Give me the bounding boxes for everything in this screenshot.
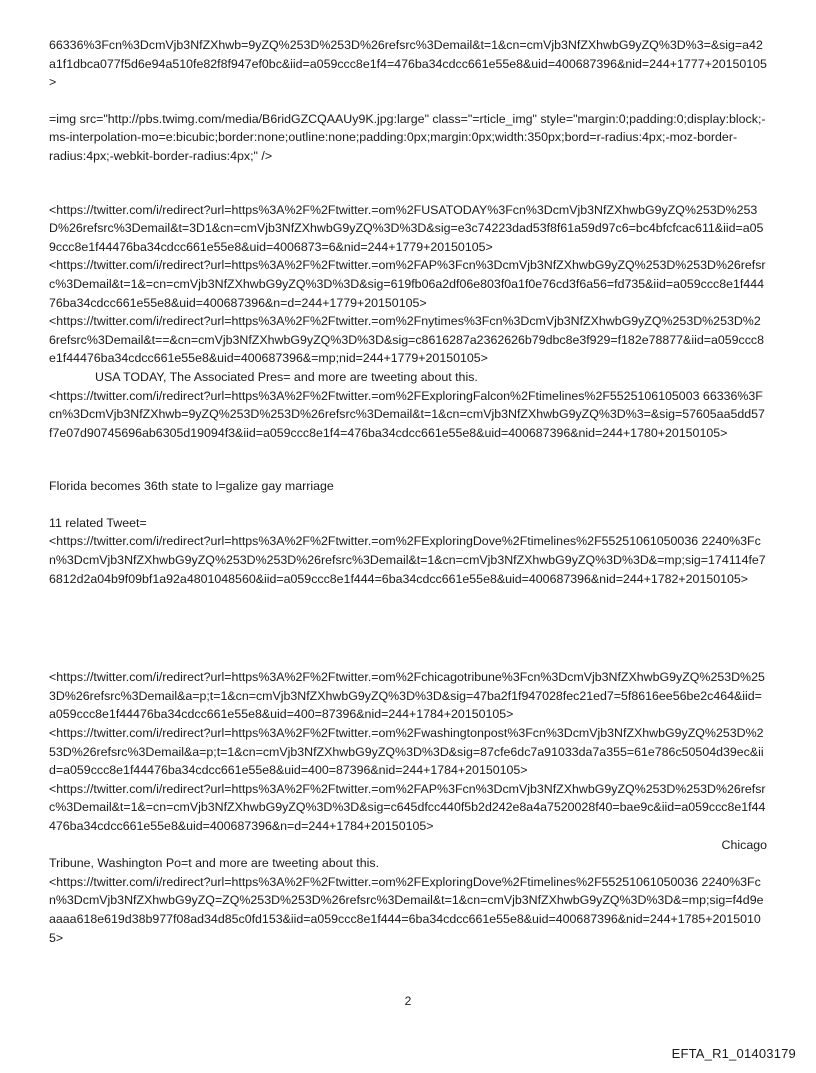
- link-text: <https://twitter.com/i/redirect?url=https%3A%2F%2Ftwitter.=om%2FUSATODAY%3Fcn%3DcmVjb3NfZXhwbG9yZQ%253D%253D%26refsrc%3Demail&t=3D1&cn=cmVjb3NfZXhwbG9yZQ%3D%3D&sig=e3c74223dad53f8f61a59d97c6=bc4bfcfcac611&iid=a059ccc8e1f44476ba34cdcc661e55e8&uid=4006873=6&nid=244+1779+20150105>: [49, 202, 764, 254]
- link-text: <https://twitter.com/i/redirect?url=https%3A%2F%2Ftwitter.=om%2Fnytimes%3Fcn%3DcmVjb3NfZXhwbG9yZQ%253D%253D%26refsrc%3Demail&t==&cn=cmVjb3NfZXhwbG9yZQ%3D%3D&sig=c8616287a2362626b79dbc8e3f929=f182e78877&iid=a059ccc8e1f44476ba34cdcc661e55e8&uid=400687396&=mp;nid=244+1779+20150105>: [49, 314, 764, 366]
- link-text: <https://twitter.com/i/redirect?url=https%3A%2F%2Ftwitter.=om%2FExploringDove%2Ftimelines%2F55251061050036 2240%3Fcn%3DcmVjb3NfZXhwbG9yZQ=ZQ%253D%253D%26refsrc%3Demail&t=1&cn=cmVjb3NfZXhwbG9yZQ%3D%3D&=mp;sig=f4d9eaaaa618e619d38b977f08ad34d85c0fd153&iid=a059ccc8e1f444=6ba34cdcc661e55e8&uid=400687396&nid=244+1785+20150105>: [49, 874, 764, 945]
- link-text: <https://twitter.com/i/redirect?url=https%3A%2F%2Ftwitter.=om%2FAP%3Fcn%3DcmVjb3NfZXhwbG9yZQ%253D%253D%26refsrc%3Demail&t=1&=cn=cmVjb3NfZXhwbG9yZQ%3D%3D&sig=c645dfcc440f5b2d242e8a4a7520028f40=bae9c&iid=a059ccc8e1f44476ba34cdcc661e55e8&uid=400687396&n=d=244+1784+20150105>: [49, 781, 766, 833]
- tweeting-note: Tribune, Washington Po=t and more are tweeting about this.: [49, 856, 380, 871]
- headline: Florida becomes 36th state to l=galize gay marriage: [49, 479, 334, 494]
- related-count: 11 related Tweet=: [49, 515, 147, 530]
- link-text: <https://twitter.com/i/redirect?url=https%3A%2F%2Ftwitter.=om%2FExploringFalcon%2Ftimelines%2F5525106105003 66336%3Fcn%3DcmVjb3NfZXhwb=9yZQ%253D%253D%26refsrc%3Demail&t=1&cn=cmVjb3NfZXhwbG9yZQ%3D%3=&sig=57605aa5dd57f7e07d90745696ab6305d19094f3&iid=a059ccc8e1f4=476ba34cdcc661e55e8&uid=400687396&nid=244+1780+20150105>: [49, 388, 765, 440]
- document-body: [49, 36, 767, 947]
- img-tag-text: =img src="http://pbs.twimg.com/media/B6ridGZCQAAUy9K.jpg:large" class="=rticle_img" style="margin:0;padding:0;display:block;-ms-interpolation-mo=e:bicubic;border:none;outline:none;padding:0px;margin:0px;width:350px;bord=r-radius:4px;-moz-border-radius:4px;-webkit-border-radius:4px;" />: [49, 111, 766, 163]
- link-group-usatoday: [49, 201, 767, 443]
- link-text: <https://twitter.com/i/redirect?url=https%3A%2F%2Ftwitter.=om%2FExploringDove%2Ftimelines%2F55251061050036 2240%3Fcn%3DcmVjb3NfZXhwbG9yZQ%253D%253D%26refsrc%3Demail&t=1&cn=cmVjb3NfZXhwbG9yZQ%3D%3D&=mp;sig=174114fe76812d2a04b9f09bf1a92a4801048560&iid=a059ccc8e1f444=6ba34cdcc661e55e8&uid=400687396&nid=244+1782+20150105>: [49, 534, 766, 586]
- tweeting-note: USA TODAY, The Associated Pres= and more are tweeting about this.: [95, 369, 478, 384]
- link-text: <https://twitter.com/i/redirect?url=https%3A%2F%2Ftwitter.=om%2Fwashingtonpost%3Fcn%3DcmVjb3NfZXhwbG9yZQ%253D%253D%26refsrc%3Demail&a=p;t=1&cn=cmVjb3NfZXhwbG9yZQ%3D%3D&sig=87cfe6dc7a91033da7a355=61e786c50504d39ec&iid=a059ccc8e1f44476ba34cdcc661e55e8&uid=400=87396&nid=244+1784+20150105>: [49, 726, 764, 778]
- link-text: <https://twitter.com/i/redirect?url=https%3A%2F%2Ftwitter.=om%2Fchicagotribune%3Fcn%3DcmVjb3NfZXhwbG9yZQ%253D%253D%26refsrc%3Demail&a=p;t=1&cn=cmVjb3NfZXhwbG9yZQ%3D%3D&sig=47ba2f1f947028fec21ed7=5f8616ee56be2c464&iid=a059ccc8e1f44476ba34cdcc661e55e8&uid=400=87396&nid=244+1784+20150105>: [49, 670, 765, 722]
- chicago-word: Chicago: [721, 837, 767, 852]
- link-text: <https://twitter.com/i/redirect?url=https%3A%2F%2Ftwitter.=om%2FAP%3Fcn%3DcmVjb3NfZXhwbG9yZQ%253D%253D%26refsrc%3Demail&t=1&=cn=cmVjb3NfZXhwbG9yZQ%3D%3D&sig=619fb06a2df06e803f0a1f0e76cd3f6a56=fd735&iid=a059ccc8e1f44476ba34cdcc661e55e8&uid=400687396&n=d=244+1779+20150105>: [49, 258, 766, 310]
- bates-number: EFTA_R1_01403179: [671, 1046, 796, 1061]
- link-group-chicago: [49, 668, 767, 947]
- link-text: 66336%3Fcn%3DcmVjb3NfZXhwb=9yZQ%253D%253D%26refsrc%3Demail&t=1&cn=cmVjb3NfZXhwbG9yZQ%3D%3=&sig=a42a1f1dbca077f5d6e94a510fe82f8f947ef0bc&iid=a059ccc8e1f4=476ba34cdcc661e55e8&uid=400687396&nid=244+1777+20150105>: [49, 38, 767, 90]
- page-number: 2: [404, 994, 412, 1008]
